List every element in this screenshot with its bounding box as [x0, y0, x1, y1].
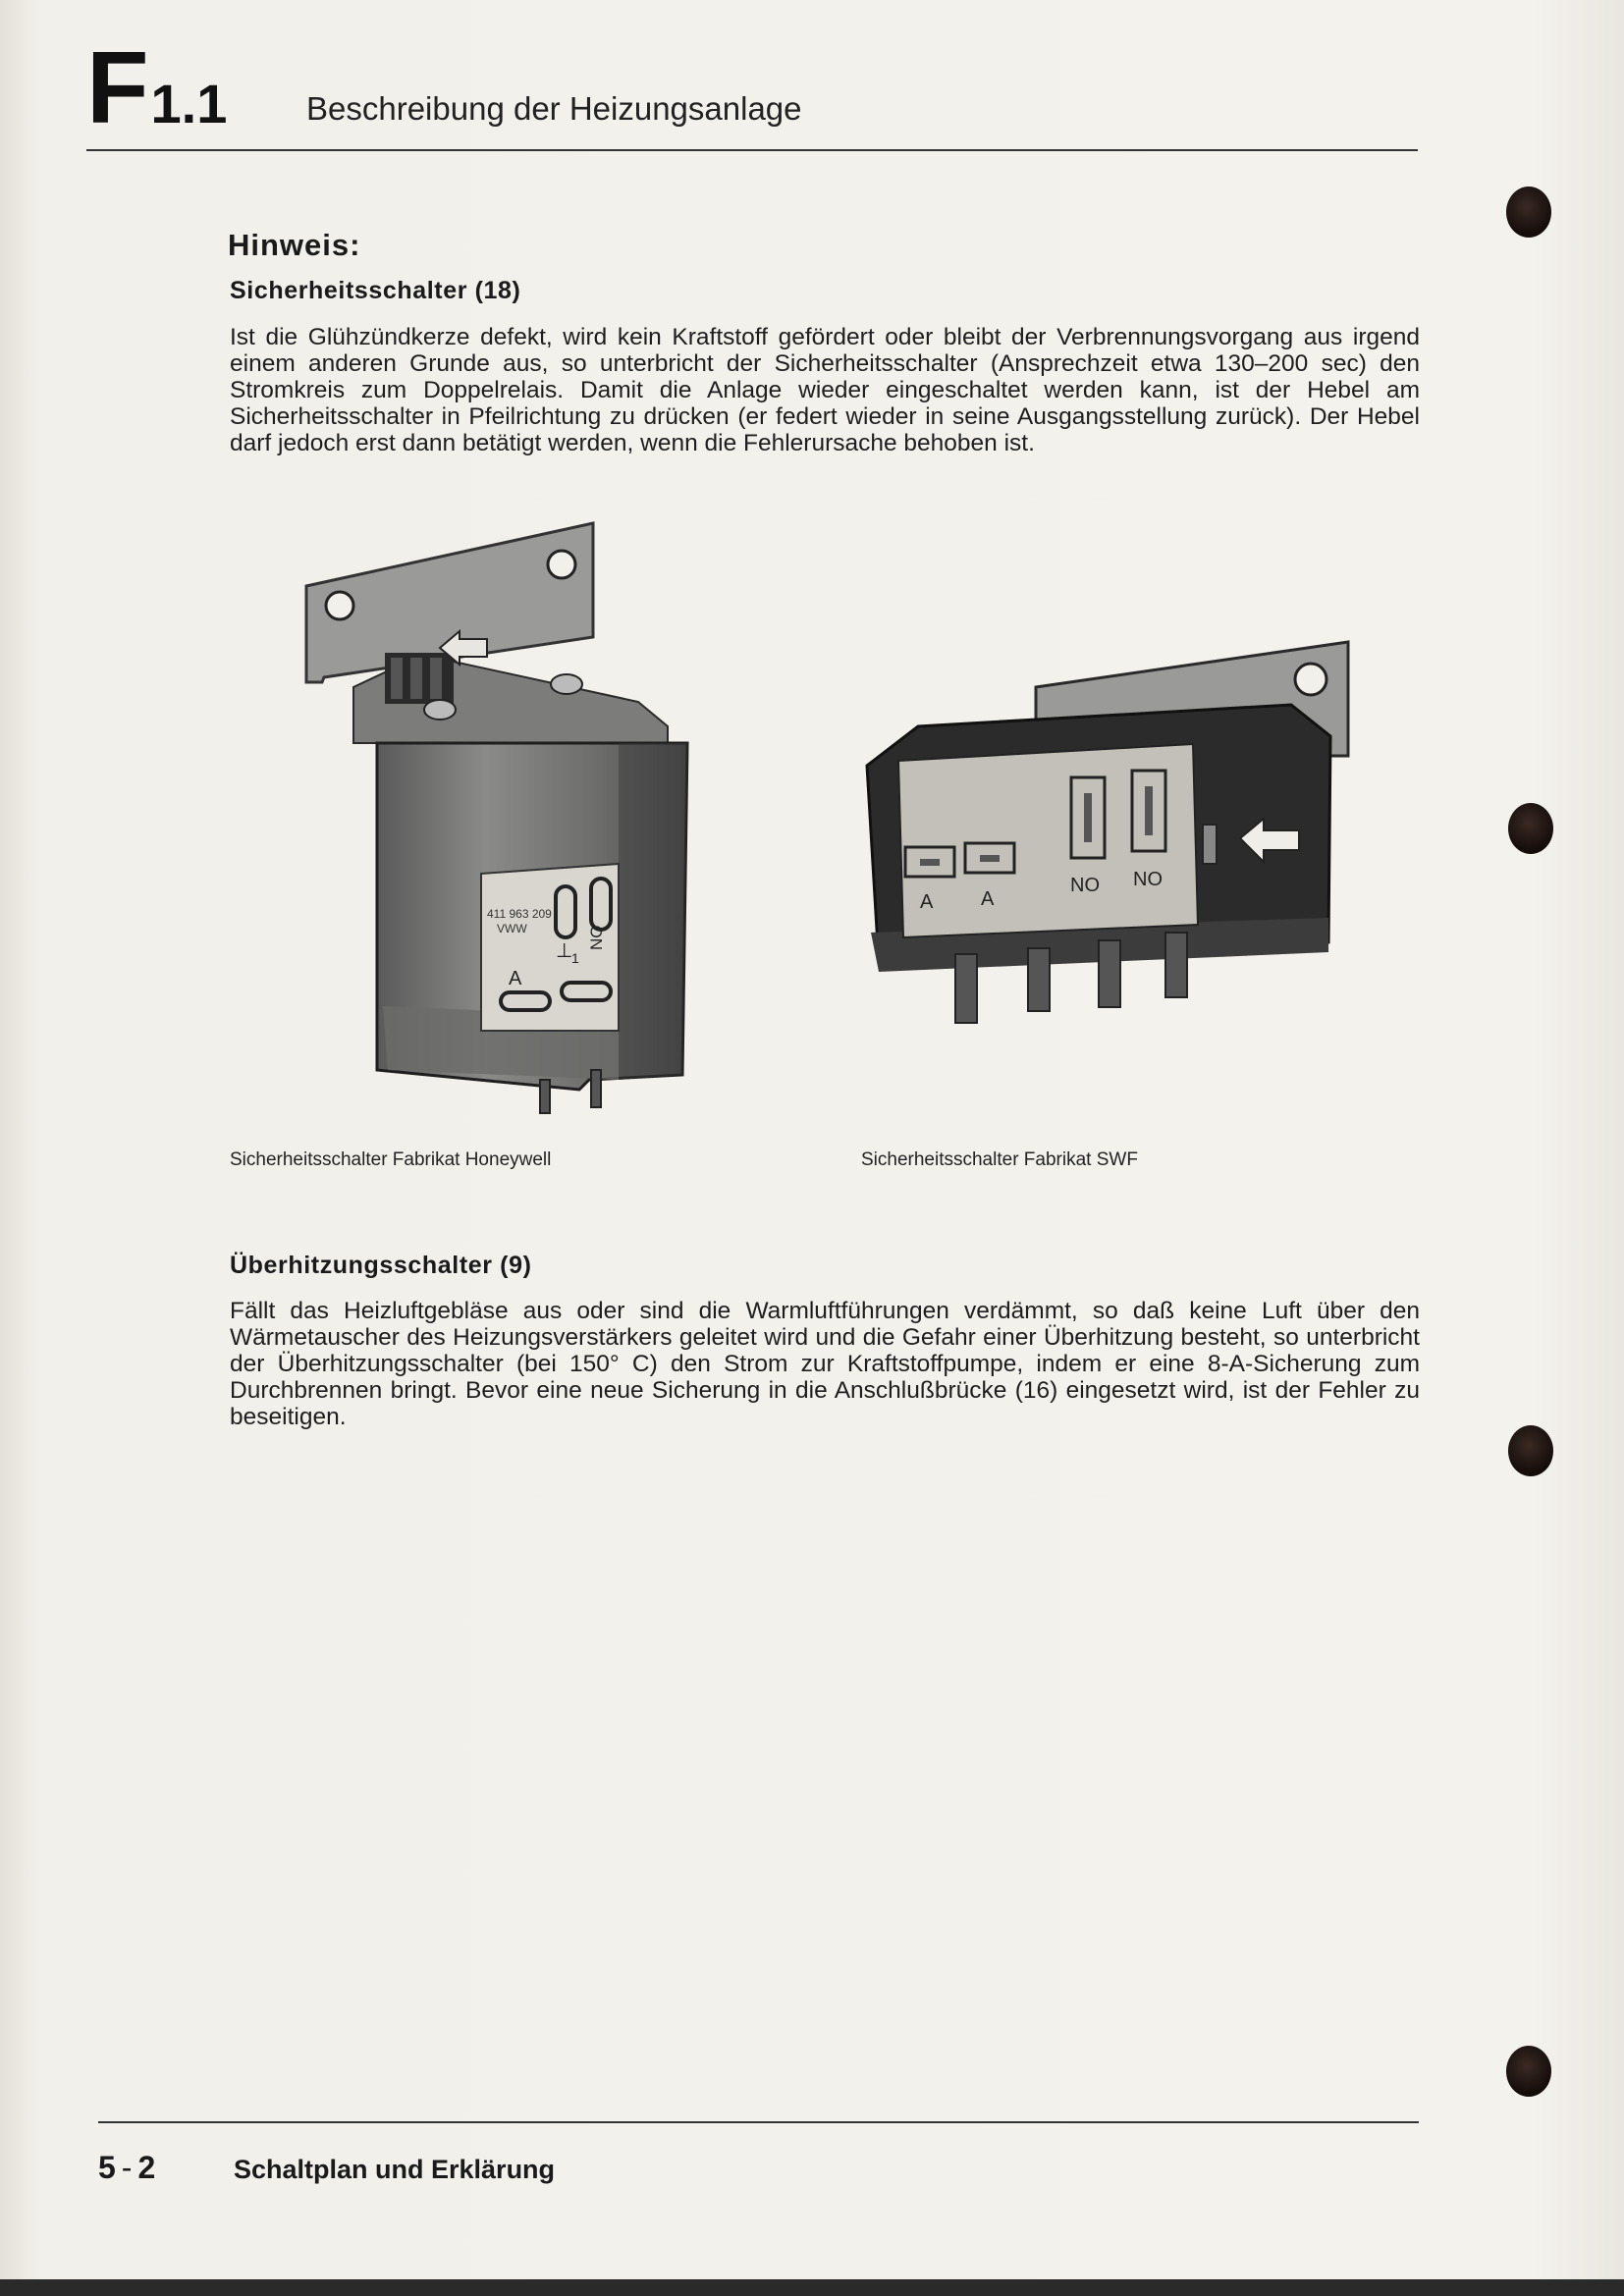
page-index: 2	[137, 2150, 156, 2185]
page-number	[98, 2150, 155, 2186]
punch-hole-1	[1506, 187, 1551, 238]
overheat-switch-heading: Überhitzungsschalter (9)	[230, 1252, 532, 1279]
note-label: Hinweis:	[228, 228, 361, 262]
honeywell-label-a: A	[509, 968, 522, 989]
swf-label-no-1: NO	[1070, 875, 1100, 896]
swf-label-a-1: A	[920, 891, 934, 913]
footer-rule	[98, 2121, 1419, 2123]
header-rule	[86, 149, 1418, 151]
svg-text:⊥: ⊥	[556, 940, 573, 962]
punch-hole-2	[1508, 803, 1553, 854]
honeywell-maker-mark: VWW	[497, 922, 527, 935]
honeywell-switch-photo	[295, 515, 697, 1119]
swf-label-a-2: A	[981, 888, 995, 910]
swf-label-no-2: NO	[1133, 869, 1163, 890]
scan-edge	[0, 2279, 1624, 2296]
honeywell-caption: Sicherheitsschalter Fabrikat Honeywell	[230, 1149, 552, 1170]
safety-switch-heading: Sicherheitsschalter (18)	[230, 277, 521, 304]
swf-caption: Sicherheitsschalter Fabrikat SWF	[861, 1149, 1138, 1170]
honeywell-label-ground: 1	[571, 950, 579, 966]
punch-hole-4	[1506, 2046, 1551, 2097]
punch-hole-3	[1508, 1425, 1553, 1476]
section-subnumber: 1.1	[150, 73, 228, 134]
honeywell-label-no: NO	[587, 925, 606, 950]
safety-switch-text: Ist die Glühzündkerze defekt, wird kein Kraftstoff gefördert oder bleibt der Verbrennungsvorgang aus irgend einem anderen Grunde aus, so unterbricht der Sicherheitsschalter (Ansprechzeit etwa 130–200 sec) den Stromkreis zum Doppelrelais. Damit die Anlage wieder eingeschaltet werden kann, ist der Hebel am Sicherheitsschalter in Pfeilrichtung zu drücken (er federt wieder in seine Ausgangsstellung zurück). Der Hebel darf jedoch erst dann betätigt werden, wenn die Fehlerursache behoben ist.	[230, 324, 1420, 456]
footer-title: Schaltplan und Erklärung	[234, 2155, 556, 2184]
swf-switch-photo	[859, 638, 1350, 1031]
honeywell-part-number: 411 963 209	[487, 907, 552, 921]
header-title: Beschreibung der Heizungsanlage	[306, 90, 802, 127]
overheat-switch-text: Fällt das Heizluftgebläse aus oder sind die Warmluftführungen verdämmt, so daß keine Luft über den Wärmetauscher des Heizungsverstärkers geleitet wird und die Gefahr einer Überhitzung besteht, so unterbricht der Überhitzungsschalter (bei 150° C) den Strom zur Kraftstoffpumpe, indem er eine 8-A-Sicherung zum Durchbrennen bringt. Bevor eine neue Sicherung in die Anschlußbrücke (16) eingesetzt wird, ist der Fehler zu beseitigen.	[230, 1298, 1420, 1430]
section-letter: F	[86, 31, 147, 145]
chapter-number: 5	[98, 2150, 116, 2185]
section-number	[86, 31, 228, 145]
page-number-separator: -	[121, 2150, 133, 2185]
